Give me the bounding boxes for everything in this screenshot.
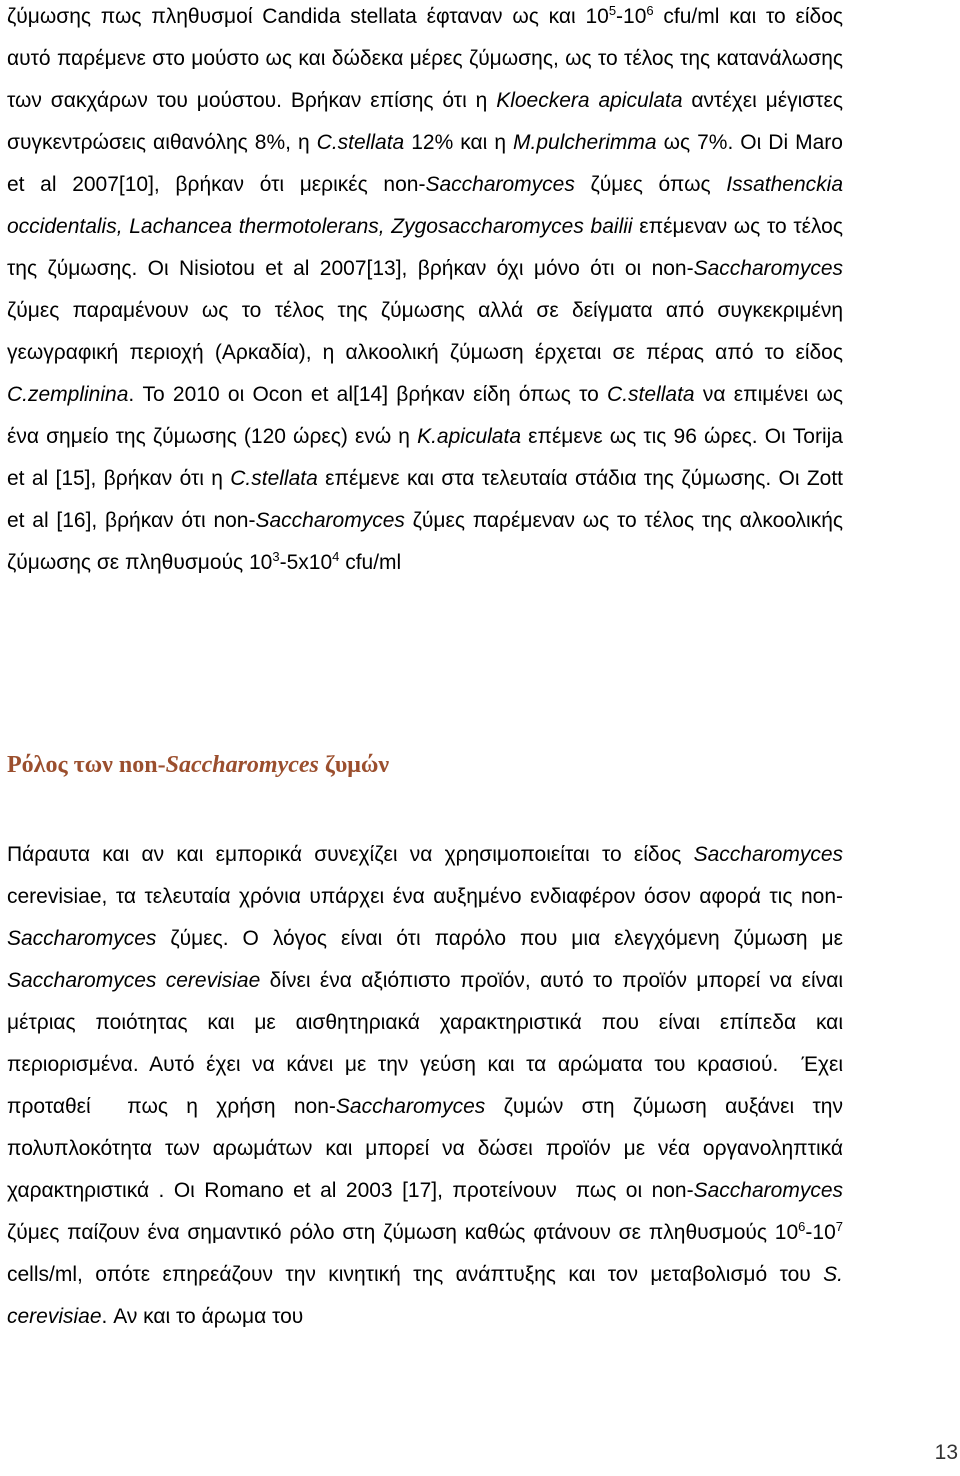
text-run: επέμεναν ως το τέλος της ζύμωσης. Οι Nisiotou et al 2007[13], βρήκαν όχι μόνο ότι οι non-: [7, 215, 849, 280]
text-run: επέμενε ως τις 96 ώρες. Οι Torija et al [15], βρήκαν ότι η: [7, 425, 849, 490]
superscript: 6: [646, 3, 654, 18]
italic-text: Saccharomyces: [693, 843, 843, 866]
text-run: cfu/ml και το είδος αυτό παρέμενε στο μούστο ως και δώδεκα μέρες ζύμωσης, ως το τέλος της κατανάλωσης των σακχάρων του μούστου. Βρήκαν επίσης ότι η: [7, 5, 849, 112]
text-run: ζύμες όπως: [574, 173, 727, 196]
italic-text: C.stellata: [607, 383, 695, 406]
body-paragraph-1: [7, 0, 849, 584]
text-run: . Αν και το άρωμα του: [101, 1305, 304, 1328]
text-run: cfu/ml: [339, 551, 402, 574]
text-run: Πάραυτα και αν και εμπορικά συνεχίζει να χρησιμοποιείται το είδος: [7, 843, 694, 866]
italic-text: Saccharomyces: [255, 509, 405, 532]
text-run: -10: [616, 5, 647, 28]
page-number-text: 13: [934, 1441, 958, 1464]
italic-text: C.zemplinina: [7, 383, 129, 406]
text-run: να επιμένει ως ένα σημείο της ζύμωσης (120 ώρες) ενώ η: [7, 383, 849, 448]
italic-text: C.stellata: [316, 131, 405, 154]
text-run: 12% και η: [404, 131, 514, 154]
italic-text: Saccharomyces: [693, 1179, 843, 1202]
superscript: 5: [608, 3, 617, 18]
text-run: ζυμών: [318, 752, 390, 778]
text-run: -5x10: [279, 551, 333, 574]
page-number: [0, 1441, 960, 1465]
superscript: 4: [332, 549, 340, 564]
italic-text: C.stellata: [230, 467, 318, 490]
italic-text: Saccharomyces: [425, 173, 575, 196]
section-heading: [7, 752, 389, 779]
superscript: 7: [835, 1219, 843, 1234]
italic-text: Saccharomyces: [7, 927, 157, 950]
text-run: cells/ml, οπότε επηρεάζουν την κινητική της ανάπτυξης και τον μεταβολισμό του: [7, 1221, 849, 1286]
italic-text: M.pulcherimma: [513, 131, 657, 154]
italic-text: K.apiculata: [417, 425, 521, 448]
text-run: . Το 2010 οι Ocon et al[14] βρήκαν είδη όπως το: [128, 383, 608, 406]
text-run: ζύμες. Ο λόγος είναι ότι παρόλο που μια ελεγχόμενη ζύμωση με: [156, 927, 849, 950]
text-run: ζύμωσης πως πληθυσμοί Candida stellata έφταναν ως και 10: [7, 5, 609, 28]
italic-text: Saccharomyces: [693, 257, 843, 280]
text-run: αντέχει μέγιστες συγκεντρώσεις αιθανόλης 8%, η: [7, 89, 849, 154]
italic-text: Issathenckia occidentalis, Lachancea thermotolerans, Zygosaccharomyces bailii: [7, 173, 849, 238]
text-run: ζύμες παρέμεναν ως το τέλος της αλκοολικής ζύμωσης σε πληθυσμούς 10: [7, 509, 849, 574]
italic-text: Saccharomyces: [335, 1095, 486, 1118]
text-run: -10: [805, 1221, 836, 1244]
italic-text: Saccharomyces cerevisiae: [7, 969, 261, 992]
text-run: ζύμες παραμένουν ως το τέλος της ζύμωσης αλλά σε δείγματα από συγκεκριμένη γεωγραφική περιοχή (Αρκαδία), η αλκοολική ζύμωση έρχεται σε πέρας από το είδος: [7, 257, 849, 364]
text-run: ως 7%. Οι Di Maro et al 2007[10], βρήκαν ότι μερικές non-: [7, 131, 849, 196]
text-run: ζύμες παίζουν ένα σημαντικό ρόλο στη ζύμωση καθώς φτάνουν σε πληθυσμούς 10: [7, 1179, 849, 1244]
text-run: ζυμών στη ζύμωση αυξάνει την πολυπλοκότητα των αρωμάτων και μπορεί να δώσει προϊόν με νέα οργανοληπτικά χαρακτηριστικά . Οι Romano et al 2003 [17], προτείνουν πως οι non-: [7, 1095, 849, 1202]
italic-text: Saccharomyces: [165, 752, 319, 778]
superscript: 6: [798, 1219, 806, 1234]
text-run: cerevisiae, τα τελευταία χρόνια υπάρχει ένα αυξημένο ενδιαφέρον όσον αφορά τις non-: [7, 843, 849, 908]
text-run: δίνει ένα αξιόπιστο προϊόν, αυτό το προϊόν μπορεί να είναι μέτριας ποιότητας και με αισθητηριακά χαρακτηριστικά που είναι επίπεδα και περιορισμένα. Αυτό έχει να κάνει με την γεύση και τα αρώματα του κρασιού. Έχει προταθεί πως η χρήση non-: [7, 969, 849, 1118]
text-run: Ρόλος των non-: [7, 752, 166, 778]
italic-text: S. cerevisiae: [7, 1263, 849, 1328]
body-paragraph-2: [7, 834, 849, 1338]
superscript: 3: [272, 549, 280, 564]
text-run: επέμενε και στα τελευταία στάδια της ζύμωσης. Οι Zott et al [16], βρήκαν ότι non-: [7, 467, 849, 532]
italic-text: Kloeckera apiculata: [496, 89, 683, 112]
